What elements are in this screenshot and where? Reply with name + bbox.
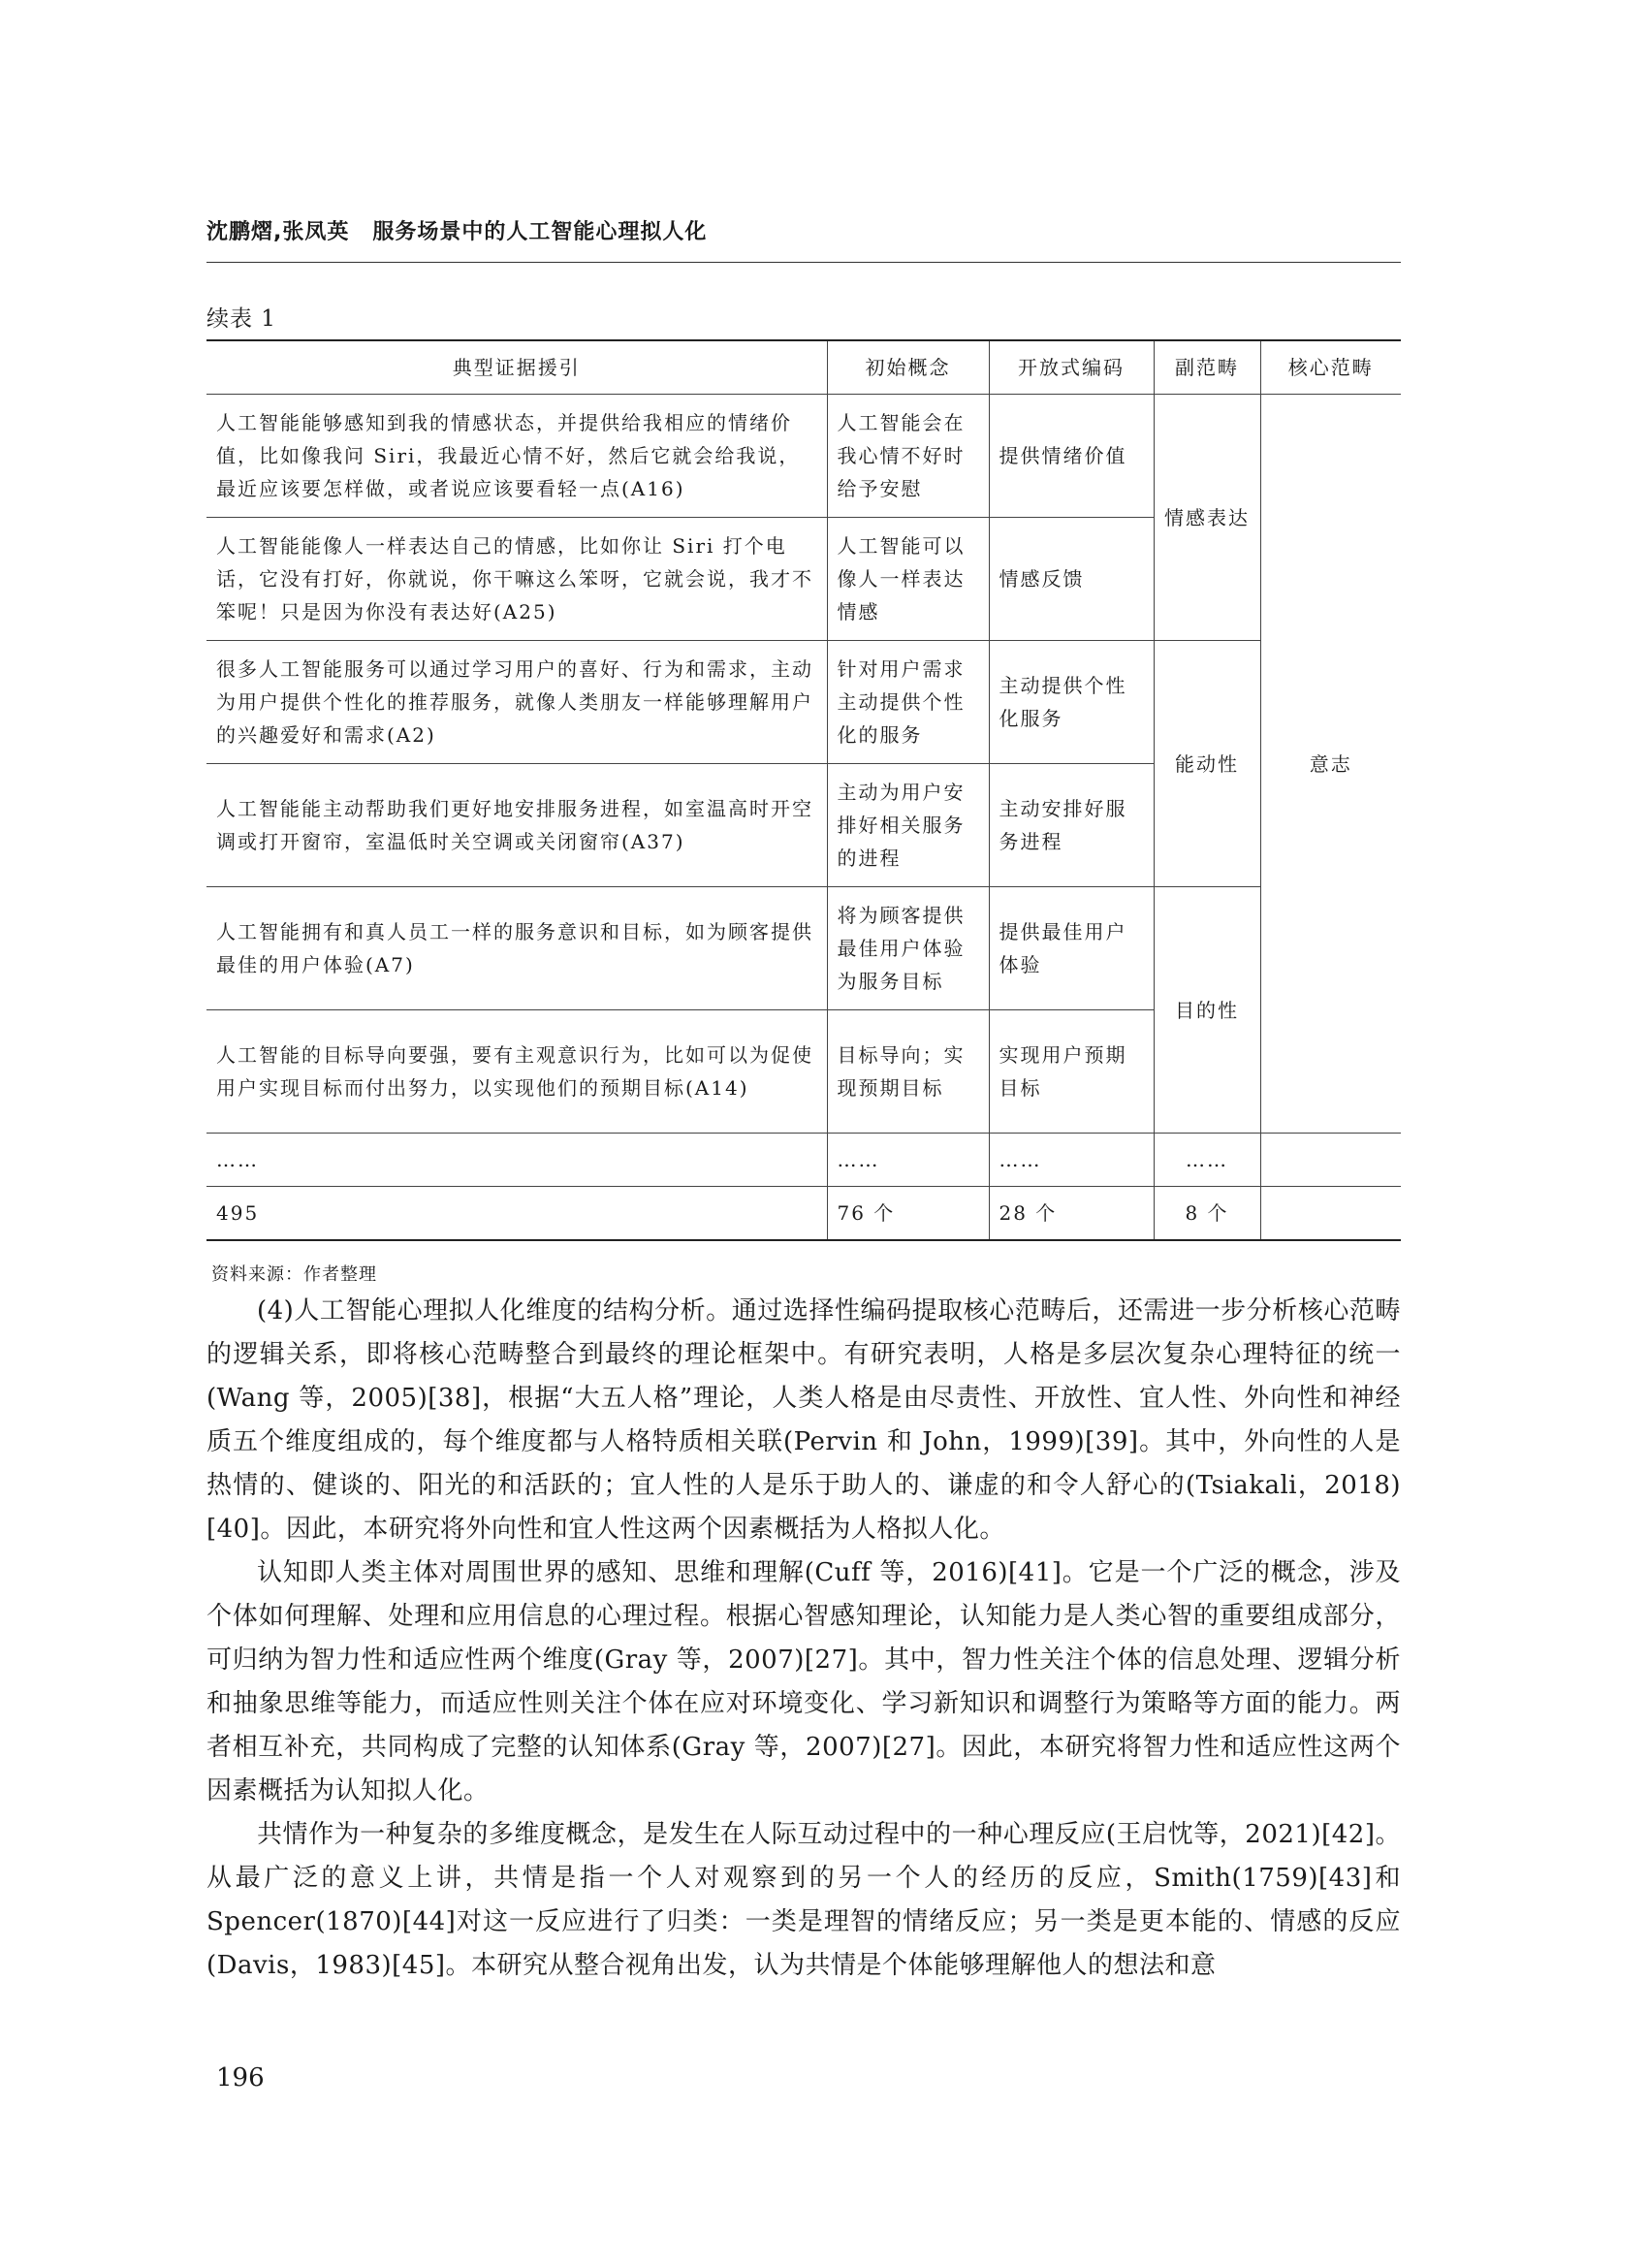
- table-header-row: [206, 340, 1401, 395]
- ellipsis-cell: ……: [827, 1134, 989, 1187]
- empty-cell: [1260, 1134, 1401, 1187]
- evidence-cell: 人工智能拥有和真人员工一样的服务意识和目标，如为顾客提供最佳的用户体验(A7): [206, 887, 827, 1010]
- concept-cell: 人工智能可以像人一样表达情感: [827, 518, 989, 641]
- ellipsis-row: [206, 1134, 1401, 1187]
- concept-cell: 目标导向；实现预期目标: [827, 1010, 989, 1134]
- header-title: 服务场景中的人工智能心理拟人化: [372, 220, 708, 244]
- page-number: 196: [216, 2063, 265, 2092]
- total-concept-cell: 76 个: [827, 1187, 989, 1241]
- open-code-cell: 提供情绪价值: [989, 395, 1154, 518]
- evidence-cell: 人工智能的目标导向要强，要有主观意识行为，比如可以为促使用户实现目标而付出努力，以实现他们的预期目标(A14): [206, 1010, 827, 1134]
- paragraph: 共情作为一种复杂的多维度概念，是发生在人际互动过程中的一种心理反应(王启忱等，2021)[42]。从最广泛的意义上讲，共情是指一个人对观察到的另一个人的经历的反应，Smith(1759)[43]和 Spencer(1870)[44]对这一反应进行了归类：一类是理智的情绪反应；另一类是更本能的、情感的反应(Davis，1983)[45]。本研究从整合视角出发，认为共情是个体能够理解他人的想法和意: [206, 1820, 1401, 1980]
- table-row: [206, 887, 1401, 1010]
- column-header-evidence: 典型证据援引: [206, 340, 827, 395]
- ellipsis-cell: ……: [206, 1134, 827, 1187]
- core-category-cell: 意志: [1260, 395, 1401, 1134]
- evidence-cell: 人工智能能够感知到我的情感状态，并提供给我相应的情绪价值，比如像我问 Siri，我最近心情不好，然后它就会给我说，最近应该要怎样做，或者说应该要看轻一点(A16): [206, 395, 827, 518]
- table-row: [206, 641, 1401, 764]
- total-evidence-cell: 495: [206, 1187, 827, 1241]
- concept-cell: 针对用户需求主动提供个性化的服务: [827, 641, 989, 764]
- ellipsis-cell: ……: [989, 1134, 1154, 1187]
- empty-cell: [1260, 1187, 1401, 1241]
- column-header-concept: 初始概念: [827, 340, 989, 395]
- open-code-cell: 提供最佳用户体验: [989, 887, 1154, 1010]
- open-code-cell: 主动提供个性化服务: [989, 641, 1154, 764]
- open-code-cell: 情感反馈: [989, 518, 1154, 641]
- concept-cell: 主动为用户安排好相关服务的进程: [827, 764, 989, 887]
- paragraph: (4)人工智能心理拟人化维度的结构分析。通过选择性编码提取核心范畴后，还需进一步分析核心范畴的逻辑关系，即将核心范畴整合到最终的理论框架中。有研究表明，人格是多层次复杂心理特征的统一(Wang 等，2005)[38]，根据“大五人格”理论，人类人格是由尽责性、开放性、宜人性、外向性和神经质五个维度组成的，每个维度都与人格特质相关联(Pervin 和 John，1999)[39]。其中，外向性的人是热情的、健谈的、阳光的和活跃的；宜人性的人是乐于助人的、谦虚的和令人舒心的(Tsiakali，2018)[40]。因此，本研究将外向性和宜人性这两个因素概括为人格拟人化。: [206, 1296, 1401, 1544]
- header-authors: 沈鹏熠,张凤英: [206, 220, 350, 244]
- totals-row: [206, 1187, 1401, 1241]
- body-text: [206, 1290, 1401, 1988]
- running-header: [206, 215, 1399, 245]
- total-open-code-cell: 28 个: [989, 1187, 1154, 1241]
- evidence-cell: 很多人工智能服务可以通过学习用户的喜好、行为和需求，主动为用户提供个性化的推荐服务，就像人类朋友一样能够理解用户的兴趣爱好和需求(A2): [206, 641, 827, 764]
- header-rule: [206, 262, 1401, 263]
- subcategory-cell: 能动性: [1154, 641, 1260, 887]
- open-code-cell: 主动安排好服务进程: [989, 764, 1154, 887]
- table-row: [206, 395, 1401, 518]
- total-subcategory-cell: 8 个: [1154, 1187, 1260, 1241]
- concept-cell: 将为顾客提供最佳用户体验为服务目标: [827, 887, 989, 1010]
- evidence-cell: 人工智能能像人一样表达自己的情感，比如你让 Siri 打个电话，它没有打好，你就说，你干嘛这么笨呀，它就会说，我才不笨呢！只是因为你没有表达好(A25): [206, 518, 827, 641]
- open-code-cell: 实现用户预期目标: [989, 1010, 1154, 1134]
- table-caption: 续表 1: [206, 306, 276, 332]
- table-source-note: 资料来源：作者整理: [211, 1264, 377, 1285]
- evidence-cell: 人工智能能主动帮助我们更好地安排服务进程，如室温高时开空调或打开窗帘，室温低时关空调或关闭窗帘(A37): [206, 764, 827, 887]
- subcategory-cell: 情感表达: [1154, 395, 1260, 641]
- paragraph: 认知即人类主体对周围世界的感知、思维和理解(Cuff 等，2016)[41]。它是一个广泛的概念，涉及个体如何理解、处理和应用信息的心理过程。根据心智感知理论，认知能力是人类心智的重要组成部分，可归纳为智力性和适应性两个维度(Gray 等，2007)[27]。其中，智力性关注个体的信息处理、逻辑分析和抽象思维等能力，而适应性则关注个体在应对环境变化、学习新知识和调整行为策略等方面的能力。两者相互补充，共同构成了完整的认知体系(Gray 等，2007)[27]。因此，本研究将智力性和适应性这两个因素概括为认知拟人化。: [206, 1558, 1401, 1805]
- subcategory-cell: 目的性: [1154, 887, 1260, 1134]
- coding-table: [206, 339, 1401, 1241]
- column-header-subcategory: 副范畴: [1154, 340, 1260, 395]
- column-header-core-category: 核心范畴: [1260, 340, 1401, 395]
- ellipsis-cell: ……: [1154, 1134, 1260, 1187]
- column-header-open-code: 开放式编码: [989, 340, 1154, 395]
- concept-cell: 人工智能会在我心情不好时给予安慰: [827, 395, 989, 518]
